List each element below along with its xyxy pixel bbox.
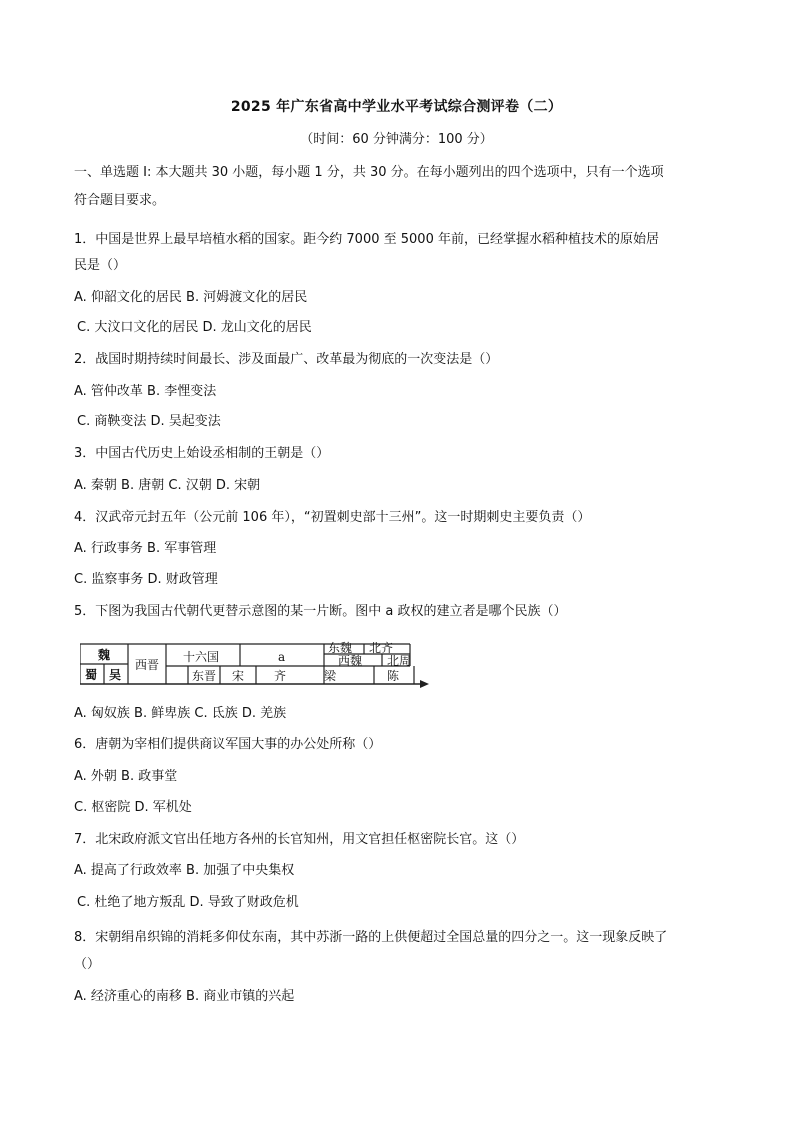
question-8-stem-cont: （）: [74, 957, 101, 972]
dynasty-timeline-diagram: [80, 640, 430, 692]
exam-time-info: （时间：60 分钟满分：100 分）: [300, 132, 493, 147]
timeline-label-qi: 齐: [274, 669, 287, 683]
section-instructions-line-1: 一、单选题 I: 本大题共 30 小题，每小题 1 分，共 30 分。在每小题列出的四个选项中，只有一个选项: [74, 165, 664, 180]
question-4-options-row-1: A. 行政事务 B. 军事管理: [74, 541, 217, 556]
question-1-stem: 1．中国是世界上最早培植水稻的国家。距今约 7000 至 5000 年前，已经掌握水稻种植技术的原始居: [74, 232, 659, 247]
question-7-options-row-1: A. 提高了行政效率 B. 加强了中央集权: [74, 863, 295, 878]
timeline-label-shu: 蜀: [85, 668, 98, 682]
section-instructions-line-2: 符合题目要求。: [74, 193, 166, 208]
timeline-label-xiwei: 西魏: [338, 654, 363, 668]
question-1-options-row-1: A. 仰韶文化的居民 B. 河姆渡文化的居民: [74, 290, 308, 305]
timeline-label-chen: 陈: [387, 669, 400, 683]
question-3-options-row-1: A. 秦朝 B. 唐朝 C. 汉朝 D. 宋朝: [74, 478, 261, 493]
timeline-label-liang: 梁: [324, 669, 337, 683]
timeline-label-xijin: 西晋: [135, 658, 160, 672]
question-2-options-row-1: A. 管仲改革 B. 李悝变法: [74, 384, 217, 399]
question-7-options-row-2: C. 杜绝了地方叛乱 D. 导致了财政危机: [77, 895, 299, 910]
question-5-stem: 5．下图为我国古代朝代更替示意图的某一片断。图中 a 政权的建立者是哪个民族（）: [74, 604, 567, 619]
question-1-stem-cont: 民是（）: [74, 258, 127, 273]
question-7-stem: 7．北宋政府派文官出任地方各州的长官知州，用文官担任枢密院长官。这（）: [74, 832, 525, 847]
question-5-options-row-1: A. 匈奴族 B. 鲜卑族 C. 氐族 D. 羌族: [74, 706, 287, 721]
question-1-options-row-2: C. 大汶口文化的居民 D. 龙山文化的居民: [77, 320, 312, 335]
question-6-stem: 6．唐朝为宰相们提供商议军国大事的办公处所称（）: [74, 737, 382, 752]
question-6-options-row-2: C. 枢密院 D. 军机处: [74, 800, 192, 815]
question-8-options-row-1: A. 经济重心的南移 B. 商业市镇的兴起: [74, 989, 295, 1004]
question-4-options-row-2: C. 监察事务 D. 财政管理: [74, 572, 218, 587]
question-2-stem: 2．战国时期持续时间最长、涉及面最广、改革最为彻底的一次变法是（）: [74, 352, 499, 367]
timeline-label-song: 宋: [232, 669, 245, 683]
timeline-label-dongwei: 东魏: [328, 641, 353, 655]
timeline-label-wei: 魏: [98, 648, 111, 662]
page-title: 2025 年广东省高中学业水平考试综合测评卷（二）: [230, 99, 563, 115]
question-4-stem: 4．汉武帝元封五年（公元前 106 年），“初置刺史部十三州”。这一时期刺史主要负责（）: [74, 510, 591, 525]
question-2-options-row-2: C. 商鞅变法 D. 吴起变法: [77, 414, 221, 429]
timeline-label-a: a: [278, 650, 286, 664]
timeline-label-shiliuguo: 十六国: [183, 650, 220, 664]
timeline-label-wu: 吴: [109, 668, 122, 682]
timeline-label-beiqi: 北齐: [369, 641, 394, 655]
question-6-options-row-1: A. 外朝 B. 政事堂: [74, 769, 178, 784]
timeline-label-dongjin: 东晋: [192, 669, 217, 683]
question-8-stem: 8．宋朝绢帛织锦的消耗多仰仗东南，其中苏浙一路的上供便超过全国总量的四分之一。这一现象反映了: [74, 930, 668, 945]
timeline-label-beizhou: 北周: [387, 654, 412, 668]
question-3-stem: 3．中国古代历史上始设丞相制的王朝是（）: [74, 446, 330, 461]
